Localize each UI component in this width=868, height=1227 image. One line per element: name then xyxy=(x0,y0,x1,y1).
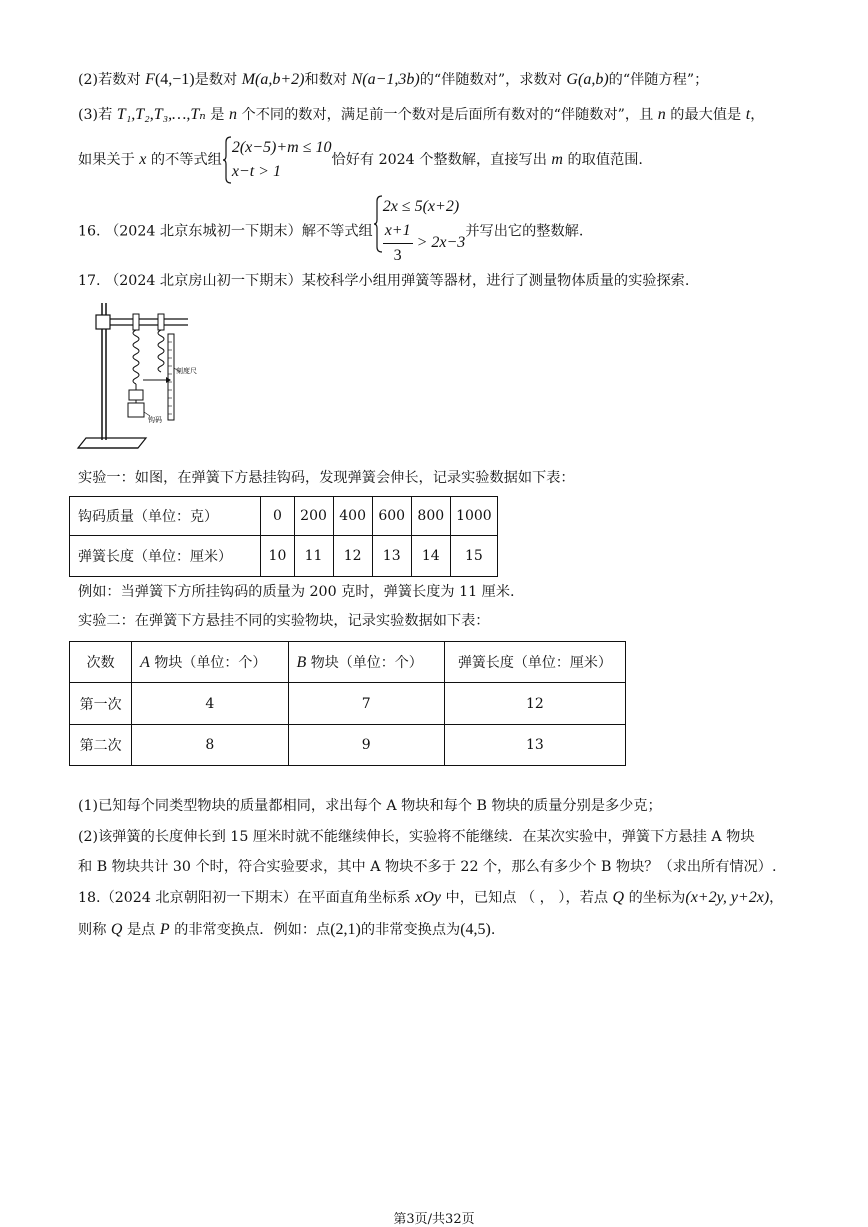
math: Q xyxy=(612,889,625,906)
text: 如果关于 xyxy=(78,152,140,168)
math: M xyxy=(241,71,256,88)
table-row xyxy=(70,683,626,725)
fraction xyxy=(383,219,413,268)
text: 恰好有 2024 个整数解，直接写出 xyxy=(331,152,552,168)
table-cell: 12 xyxy=(444,683,625,725)
q17-exp2: 实验二：在弹簧下方悬挂不同的实验物块，记录实验数据如下表： xyxy=(78,613,490,629)
math: Q xyxy=(110,921,123,938)
table-cell: 弹簧长度（单位：厘米） xyxy=(70,536,261,577)
math: (4,−1) xyxy=(154,71,195,88)
table-cell: 第一次 xyxy=(70,683,132,725)
spring-apparatus-figure xyxy=(76,298,206,458)
text: 物块（单位：个） xyxy=(149,655,267,671)
brace-icon xyxy=(222,136,232,184)
table-cell: 12 xyxy=(333,536,372,577)
math: (x+2y, y+2x) xyxy=(685,889,770,906)
q15-part3-cont xyxy=(78,136,643,184)
ineq-1: 2(x−5)+m ≤ 10 xyxy=(231,139,332,156)
text: 的不等式组 xyxy=(146,152,222,168)
table-cell: 1000 xyxy=(450,497,497,536)
numerator: x+1 xyxy=(383,219,413,244)
table-header: 弹簧长度（单位：厘米） xyxy=(444,642,625,683)
table-row xyxy=(70,497,498,536)
text: 18.（2024 北京朝阳初一下期末）在平面直角坐标系 xyxy=(78,890,416,906)
math: N xyxy=(351,71,363,88)
inequality-system xyxy=(222,136,332,184)
table-cell: 15 xyxy=(450,536,497,577)
math: n xyxy=(657,106,666,123)
math: B xyxy=(296,654,307,671)
table-cell: 7 xyxy=(288,683,444,725)
table-cell: 200 xyxy=(294,497,333,536)
table-cell: 800 xyxy=(411,497,450,536)
table-cell: 钩码质量（单位：克） xyxy=(70,497,261,536)
table-cell: 13 xyxy=(372,536,411,577)
table-row xyxy=(70,725,626,766)
table-cell: 13 xyxy=(444,725,625,766)
table-cell: 第二次 xyxy=(70,725,132,766)
math: G xyxy=(566,71,578,88)
text: 的最大值是 xyxy=(665,107,746,123)
table-cell: 4 xyxy=(132,683,288,725)
text: 的坐标为 xyxy=(624,890,686,906)
text: 个不同的数对，满足前一个数对是后面所有数对的“伴随数对”，且 xyxy=(237,107,658,123)
math: A xyxy=(140,654,150,671)
table-cell: 400 xyxy=(333,497,372,536)
brace-icon xyxy=(373,195,383,253)
q17-example: 例如：当弹簧下方所挂钩码的质量为 200 克时，弹簧长度为 11 厘米. xyxy=(78,584,515,600)
q17-exp1: 实验一：如图，在弹簧下方悬挂钩码，发现弹簧会伸长，记录实验数据如下表： xyxy=(78,470,575,486)
q17-question-1: (1)已知每个同类型物块的质量都相同，求出每个 A 物块和每个 B 物块的质量分别是多少克； xyxy=(78,798,662,814)
text: 是点 xyxy=(122,922,160,938)
text: 是 xyxy=(205,107,230,123)
table-header xyxy=(132,642,288,683)
math: F xyxy=(145,71,155,88)
text: 的“伴随数对”，求数对 xyxy=(419,72,567,88)
table-cell: 8 xyxy=(132,725,288,766)
table-header: 次数 xyxy=(70,642,132,683)
table-cell: 9 xyxy=(288,725,444,766)
table-cell: 10 xyxy=(261,536,294,577)
text: (2)若数对 xyxy=(78,72,146,88)
table-experiment-2 xyxy=(69,641,626,766)
q17-question-2-cont: 和 B 物块共计 30 个时，符合实验要求，其中 A 物块不多于 22 个，那么有多少个 B 物块？（求出所有情况）. xyxy=(78,859,777,875)
table-row xyxy=(70,536,498,577)
q18 xyxy=(78,887,783,909)
table-row xyxy=(70,642,626,683)
text: 的取值范围. xyxy=(562,152,643,168)
ineq-1: 2x ≤ 5(x+2) xyxy=(382,198,460,215)
text: 16. （2024 北京东城初一下期末）解不等式组 xyxy=(78,223,373,240)
q15-part2 xyxy=(78,69,708,91)
math: (a,b+2) xyxy=(255,71,305,88)
q17-question-2: (2)该弹簧的长度伸长到 15 厘米时就不能继续伸长，实验将不能继续．在某次实验中，弹簧下方悬挂 A 物块 xyxy=(78,829,755,845)
math: m xyxy=(551,151,563,168)
math: (4,5) xyxy=(460,921,491,938)
text: 的“伴随方程”； xyxy=(608,72,709,88)
ruler-label: 刻度尺 xyxy=(176,367,197,375)
q17-intro: 17. （2024 北京房山初一下期末）某校科学小组用弹簧等器材，进行了测量物体质量的实验探索. xyxy=(78,273,690,289)
math: x xyxy=(139,151,147,168)
text: 的非常变换点．例如：点 xyxy=(169,922,331,938)
math: (a,b) xyxy=(577,71,609,88)
text: 的非常变换点为 xyxy=(360,922,461,938)
text: ， xyxy=(750,107,765,123)
text: 并写出它的整数解. xyxy=(465,223,584,240)
ineq-2: x−t > 1 xyxy=(231,163,281,180)
text: 是数对 xyxy=(194,72,242,88)
table-cell: 600 xyxy=(372,497,411,536)
weight-label: 钩码 xyxy=(148,416,162,424)
table-header xyxy=(288,642,444,683)
math: (2,1) xyxy=(330,921,361,938)
math: xOy xyxy=(415,889,442,906)
math: t xyxy=(745,106,751,123)
text: ， xyxy=(769,890,784,906)
text: 则称 xyxy=(78,922,111,938)
table-experiment-1 xyxy=(69,496,498,577)
text: 和数对 xyxy=(304,72,352,88)
text: . xyxy=(490,922,496,938)
text: (3)若 xyxy=(78,107,117,123)
text: 物块（单位：个） xyxy=(306,655,423,671)
math: (a−1,3b) xyxy=(362,71,420,88)
table-cell: 0 xyxy=(261,497,294,536)
inequality-system xyxy=(373,195,466,268)
q16 xyxy=(78,195,583,268)
text: 中，已知点 （ ， ），若点 xyxy=(441,890,613,906)
math: T₁,T₂,T₃,…,Tₙ xyxy=(116,106,206,123)
q18-cont xyxy=(78,919,495,941)
denominator: 3 xyxy=(393,247,402,264)
q15-part3 xyxy=(78,104,764,126)
math: P xyxy=(159,921,170,938)
table-cell: 11 xyxy=(294,536,333,577)
table-cell: 14 xyxy=(411,536,450,577)
math: n xyxy=(229,106,238,123)
ineq-2-rhs: > 2x−3 xyxy=(416,234,466,252)
page-footer: 第3页/共32页 xyxy=(393,1212,475,1227)
